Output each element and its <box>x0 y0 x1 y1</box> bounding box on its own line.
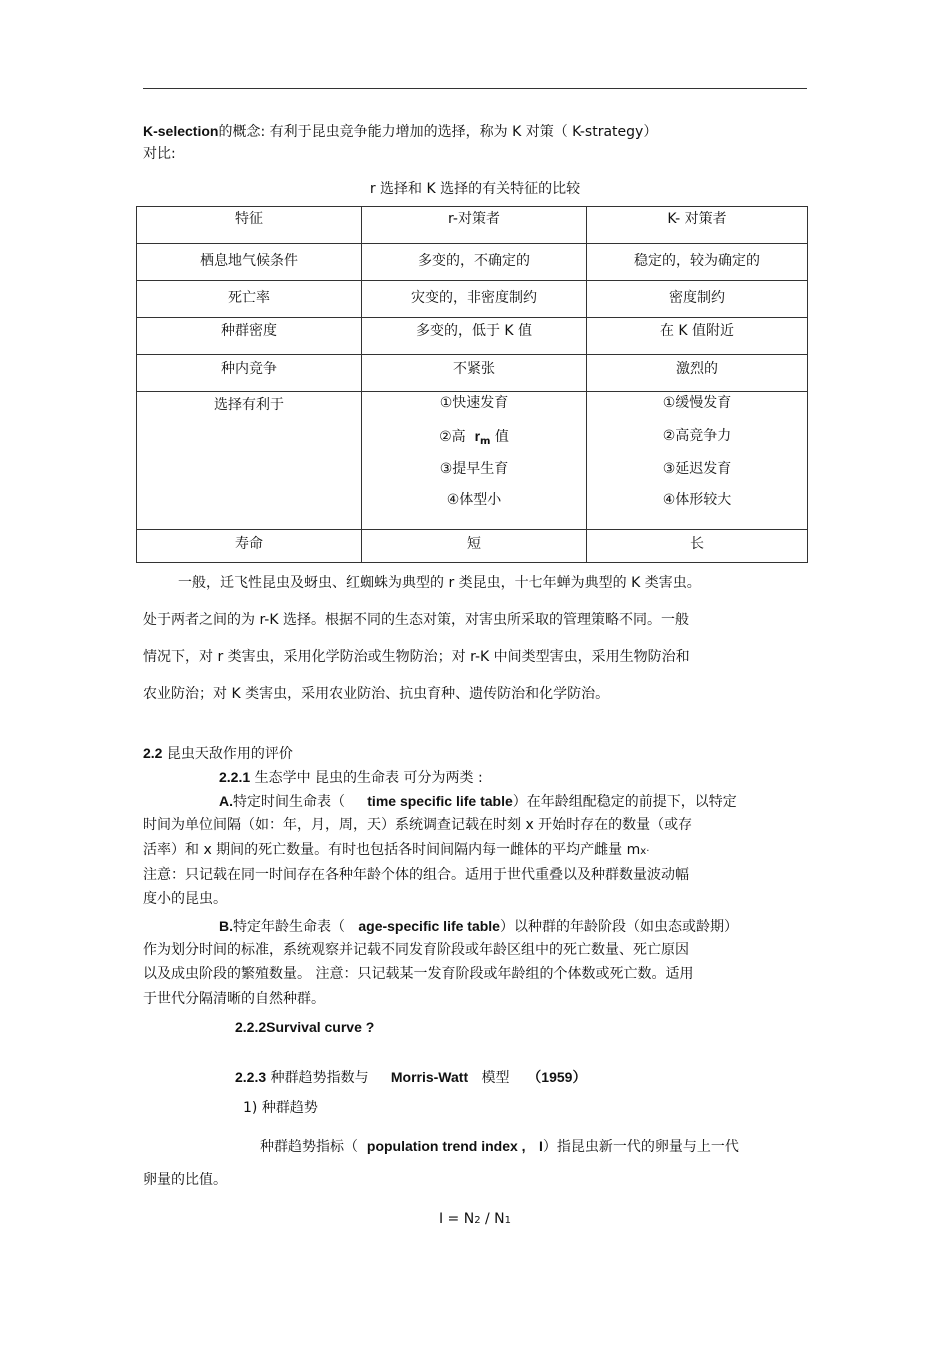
row-r-value: 灾变的，非密度制约 <box>411 290 537 306</box>
row-feature: 选择有利于 <box>214 397 284 413</box>
table-row <box>137 281 808 318</box>
k-selection-list <box>587 392 807 524</box>
section-2-2-3-heading: 2.2.3 种群趋势指数与 Morris-Watt 模型 （1959） <box>235 1069 587 1086</box>
table-row-selection <box>137 392 808 530</box>
section-2-2-1-heading: 2.2.1 生态学中 昆虫的生命表 可分为两类 : <box>219 769 483 786</box>
paragraph-line: 度小的昆虫。 <box>143 891 227 907</box>
list-item: ③延迟发育 <box>662 461 732 477</box>
paragraph-line: 活率）和 x 期间的死亡数量。有时也包括各时间间隔内每一雌体的平均产雌量 mx· <box>143 842 650 858</box>
row-k-value: 密度制约 <box>669 290 725 306</box>
para-a-line1: A.特定时间生命表（ time specific life table）在年龄组配稳定的前提下，以特定 <box>219 793 737 810</box>
k-selection-term: K-selection <box>143 123 219 139</box>
row-feature: 种群密度 <box>221 323 277 339</box>
compare-label: 对比: <box>143 146 176 162</box>
row-r-value: 多变的，不确定的 <box>418 253 530 269</box>
population-trend-term: population trend index <box>366 1138 518 1154</box>
header-k-strategist: K- 对策者 <box>667 211 727 227</box>
list-item: ④体形较大 <box>662 492 732 508</box>
row-feature: 种内竞争 <box>221 361 277 377</box>
row-r-value: 不紧张 <box>453 361 495 377</box>
list-item: ①缓慢发育 <box>662 395 732 411</box>
table-row <box>137 318 808 355</box>
paragraph-line: 以及成虫阶段的繁殖数量。 注意：只记载某一发育阶段或年龄组的个体数或死亡数。适用 <box>143 966 694 982</box>
paragraph-line: 农业防治；对 K 类害虫，采用农业防治、抗虫育种、遗传防治和化学防治。 <box>143 686 610 702</box>
para-i-line1: 种群趋势指标（ population trend index , I）指昆虫新一代的卵量与上一代 <box>260 1138 739 1155</box>
list-item: ②高 $r_m$ 值 <box>439 428 509 447</box>
list-item: ②高竞争力 <box>662 428 732 444</box>
list-item: ④体型小 <box>446 492 502 508</box>
row-k-value: 稳定的，较为确定的 <box>634 253 760 269</box>
row-r-value: 短 <box>467 536 481 552</box>
paragraph-line: 时间为单位间隔（如：年，月，周，天）系统调查记载在时刻 x 开始时存在的数量（或存 <box>143 817 693 833</box>
row-feature: 栖息地气候条件 <box>200 253 298 269</box>
table-header-row <box>137 207 808 244</box>
para-b-line1: B.特定年龄生命表（ age-specific life table）以种群的年龄阶段（如虫态或龄期） <box>219 918 738 935</box>
section-2-2-2-heading: 2.2.2Survival curve ? <box>235 1019 375 1035</box>
k-selection-definition <box>143 122 657 141</box>
age-specific-term: age-specific life table <box>358 918 500 934</box>
time-specific-term: time specific life table <box>367 793 513 809</box>
table-row <box>137 530 808 563</box>
row-k-value: 激烈的 <box>676 361 718 377</box>
section-2-2-heading: 2.2 昆虫天敌作用的评价 <box>143 745 293 762</box>
row-r-value: 多变的，低于 K 值 <box>415 323 533 339</box>
paragraph-line: 情况下，对 r 类害虫，采用化学防治或生物防治；对 r-K 中间类型害虫，采用生物防治和 <box>143 649 690 665</box>
header-feature: 特征 <box>235 211 263 227</box>
row-feature: 寿命 <box>235 536 263 552</box>
paragraph-line: 注意：只记载在同一时间存在各种年龄个体的组合。适用于世代重叠以及种群数量波动幅 <box>143 867 689 883</box>
paragraph-line: 一般，迁飞性昆虫及蚜虫、红蜘蛛为典型的 r 类昆虫，十七年蝉为典型的 K 类害虫。 <box>178 575 701 591</box>
list-item: ①快速发育 <box>439 395 509 411</box>
row-k-value: 在 K 值附近 <box>659 323 735 339</box>
table-row <box>137 244 808 281</box>
table-caption: r 选择和 K 选择的有关特征的比较 <box>369 181 581 197</box>
trend-index-formula: I = N2 / N1 <box>438 1211 512 1227</box>
list-item: ③提早生育 <box>439 461 509 477</box>
header-rule <box>143 88 807 89</box>
k-selection-text: 的概念: 有利于昆虫竞争能力增加的选择，称为 K 对策（ K-strategy） <box>218 124 658 140</box>
paragraph-line: 卵量的比值。 <box>143 1172 227 1188</box>
row-feature: 死亡率 <box>228 290 270 306</box>
rk-comparison-table <box>136 206 808 563</box>
header-r-strategist: r-对策者 <box>448 211 500 227</box>
table-row <box>137 355 808 392</box>
paragraph-line: 作为划分时间的标准，系统观察并记载不同发育阶段或年龄区组中的死亡数量、死亡原因 <box>143 942 689 958</box>
paragraph-line: 于世代分隔清晰的自然种群。 <box>143 991 325 1007</box>
subsection-population-trend: 1) 种群趋势 <box>243 1100 318 1116</box>
r-selection-list <box>362 392 586 524</box>
paragraph-line: 处于两者之间的为 r-K 选择。根据不同的生态对策，对害虫所采取的管理策略不同。一般 <box>143 612 689 628</box>
row-k-value: 长 <box>690 536 704 552</box>
